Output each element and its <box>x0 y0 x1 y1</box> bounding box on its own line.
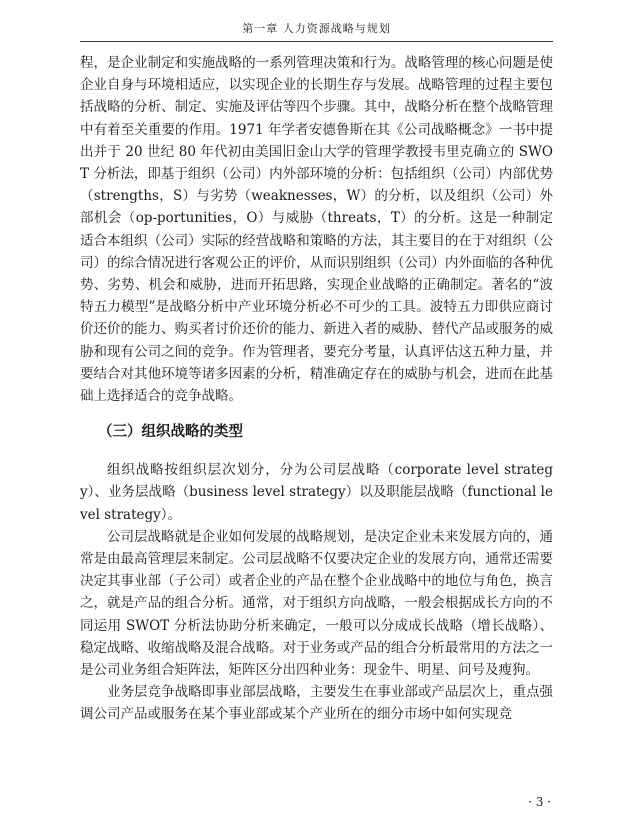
page-body <box>80 52 553 726</box>
header-rule <box>80 41 553 42</box>
paragraph-business-strategy: 业务层竞争战略即事业部层战略，主要发生在事业部或产品层次上，重点强调公司产品或服务在某个事业部或某个产业所在的细分市场中如何实现竞 <box>80 684 553 723</box>
page-number: · 3 · <box>528 795 551 809</box>
paragraph-corporate-strategy: 公司层战略就是企业如何发展的战略规划，是决定企业未来发展方向的，通常是由最高管理层来制定。公司层战略不仅要决定企业的发展方向，通常还需要决定其事业部（子公司）或者企业的产品在整个企业战略中的地位与角色，换言之，就是产品的组合分析。通常，对于组织方向战略，一般会根据成长方向的不同运用 SWOT 分析法协助分析来确定，一般可以分成成长战略（增长战略）、稳定战略、收缩战略及混合战略。对于业务或产品的组合分析最常用的方法之一是公司业务组合矩阵法，矩阵区分出四种业务：现金牛、明星、问号及瘦狗。 <box>80 528 553 679</box>
paragraph-strategic-management: 程，是企业制定和实施战略的一系列管理决策和行为。战略管理的核心问题是使企业自身与环境相适应，以实现企业的长期生存与发展。战略管理的过程主要包括战略的分析、制定、实施及评估等四个步骤。其中，战略分析在整个战略管理中有着至关重要的作用。1971 年学者安德鲁斯在其《公司战略概念》一书中提出并于 20 世纪 80 年代初由美国旧金山大学的管理学教授韦里克确立的 SWOT 分析法，即基于组织（公司）内外部环境的分析：包括组织（公司）内部优势（strengths，S）与劣势（weaknesses，W）的分析，以及组织（公司）外部机会（op-portunities，O）与威胁（threats，T）的分析。这是一种制定适合本组织（公司）实际的经营战略和策略的方法，其主要目的在于对组织（公司）的综合情况进行客观公正的评价，从而识别组织（公司）内外面临的各种优势、劣势、机会和威胁，进而开拓思路，实现企业战略的正确制定。著名的“波特五力模型”是战略分析中产业环境分析必不可少的工具。波特五力即供应商讨价还价的能力、购买者讨价还价的能力、新进入者的威胁、替代产品或服务的威胁和现有公司之间的竞争。作为管理者，要充分考量，认真评估这五种力量，并要结合对其他环境等诸多因素的分析，精准确定存在的威胁与机会，进而在此基础上选择适合的竞争战略。 <box>80 55 553 405</box>
section-heading: （三）组织战略的类型 <box>98 424 243 441</box>
paragraph-strategy-levels: 组织战略按组织层次划分，分为公司层战略（corporate level strategy）、业务层战略（business level strategy）以及职能层战略（functional level strategy）。 <box>80 462 553 523</box>
running-header: 第一章 人力资源战略与规划 <box>242 22 391 35</box>
